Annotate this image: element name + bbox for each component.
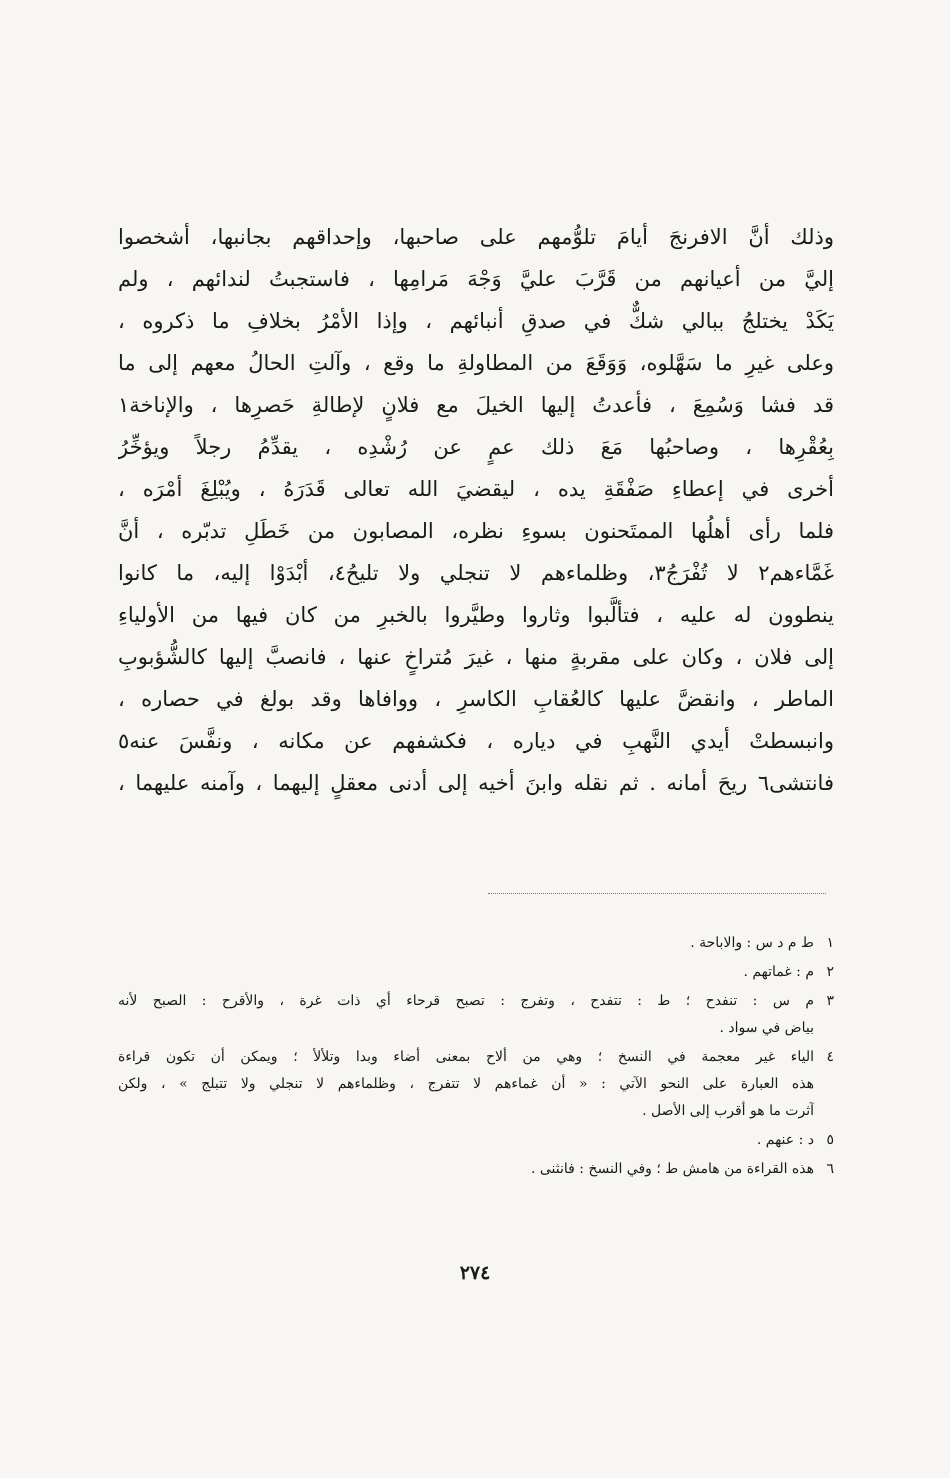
footnote-text — [118, 959, 814, 986]
footnote-text — [118, 1044, 814, 1125]
main-text-block — [118, 216, 834, 804]
footnote-line: م : غماتهم . — [743, 964, 814, 980]
footnote-line: هذه العبارة على النحو الآتي : « أن غماءهم لا تتفرج ، وظلماءهم لا تنجلي ولا تتبلج » ، ولكن — [118, 1076, 814, 1092]
footnote-number: ٤ — [826, 1049, 834, 1065]
footnote-number: ١ — [826, 935, 834, 951]
main-text-line: يَكَدْ يختلجُ ببالي شكٌّ في صدقِ أنبائهم ، وإذا الأمْرُ بخلافِ ما ذكروه ، — [118, 309, 834, 333]
footnote-4 — [118, 1044, 834, 1125]
footnote-line: م س : تنفدح ؛ ط : تتفدح ، وتفرج : تصبح قرحاء أي ذات غرة ، والأقرح : الصبح لأنه — [118, 993, 814, 1009]
footnote-text — [118, 1127, 814, 1154]
footnote-separator — [488, 893, 826, 894]
main-text-line: الماطر ، وانقضَّ عليها كالعُقابِ الكاسرِ ، ووافاها وقد بولغ في حصاره ، — [118, 687, 834, 711]
main-text-line: وذلك أنَّ الافرنجَ أيامَ تلوُّمهم على صاحبها، وإحداقهم بجانبها، أشخصوا — [118, 225, 834, 249]
footnote-number: ٥ — [826, 1132, 834, 1148]
footnote-line: د : عنهم . — [756, 1132, 814, 1148]
footnote-5 — [118, 1127, 834, 1154]
main-text-line: أخرى في إعطاءِ صَفْقَةِ يده ، ليقضيَ الله تعالى قَدَرَهُ ، ويُبْلِغَ أمْرَه ، — [118, 477, 834, 501]
main-text-line: فانتشى٦ ريحَ أمانه . ثم نقله وابنَ أخيه إلى أدنى معقلٍ إليهما ، وآمنه عليهما ، — [118, 771, 834, 795]
main-text-line: فلما رأى أهلُها الممتَحنون بسوءِ نظره، المصابون من خَطَلِ تدبّره ، أنَّ — [118, 519, 834, 543]
footnote-number: ٢ — [826, 964, 834, 980]
footnotes-block — [118, 930, 834, 1185]
main-text-line: وعلى غيرِ ما سَهَّلوه، وَوَقَعَ من المطاولةِ ما وقع ، وآلتِ الحالُ معهم إلى ما — [118, 351, 834, 375]
footnote-line: بياض في سواد . — [719, 1020, 814, 1036]
footnote-line: هذه القراءة من هامش ط ؛ وفي النسخ : فانثنى . — [530, 1161, 814, 1177]
footnote-2 — [118, 959, 834, 986]
footnote-line: ط م د س : والاباحة . — [690, 935, 814, 951]
footnote-6 — [118, 1156, 834, 1183]
main-text-line: بِعُقْرِها ، وصاحبُها مَعَ ذلك عمٍ عن رُشْدِه ، يقدِّمُ رجلاً ويؤخِّرُ — [118, 435, 834, 459]
footnote-text — [118, 930, 814, 957]
main-text-line: قد فشا وَسُمِعَ ، فأعدتُ إليها الخيلَ مع فلانٍ لإطالةِ حَصرِها ، والإناخة١ — [118, 393, 834, 417]
footnote-1 — [118, 930, 834, 957]
page-number: ٢٧٤ — [459, 1262, 491, 1284]
main-text-line: إليَّ من أعيانهم من قَرَّبَ عليَّ وَجْهَ مَرامِها ، فاستجبتُ لندائهم ، ولم — [118, 267, 834, 291]
footnote-line: آثرت ما هو أقرب إلى الأصل . — [642, 1103, 814, 1119]
main-text-line: ينطوون له عليه ، فتألَّبوا وثاروا وطيَّروا بالخبرِ من كان فيها من الأولياءِ — [118, 603, 834, 627]
footnote-number: ٣ — [826, 993, 834, 1009]
footnote-text — [118, 988, 814, 1042]
footnote-text — [118, 1156, 814, 1183]
main-text-line: غَمَّاءهم٢ لا تُفْرَجُ٣، وظلماءهم لا تنجلي ولا تليحُ٤، أبْدَوْا إليه، ما كانوا — [118, 561, 834, 585]
main-text-line: وانبسطتْ أيدي النَّهبِ في دياره ، فكشفهم عن مكانه ، ونفَّسَ عنه٥ — [118, 729, 834, 753]
footnote-number: ٦ — [826, 1161, 834, 1177]
footnote-3 — [118, 988, 834, 1042]
footnote-line: الياء غير معجمة في النسخ ؛ وهي من ألاح بمعنى أضاء وبدا وتلألأ ؛ ويمكن أن تكون قراءة — [118, 1049, 814, 1065]
main-text-line: إلى فلان ، وكان على مقربةٍ منها ، غيرَ مُتراخٍ عنها ، فانصبَّ إليها كالشُّؤبوبِ — [118, 645, 834, 669]
